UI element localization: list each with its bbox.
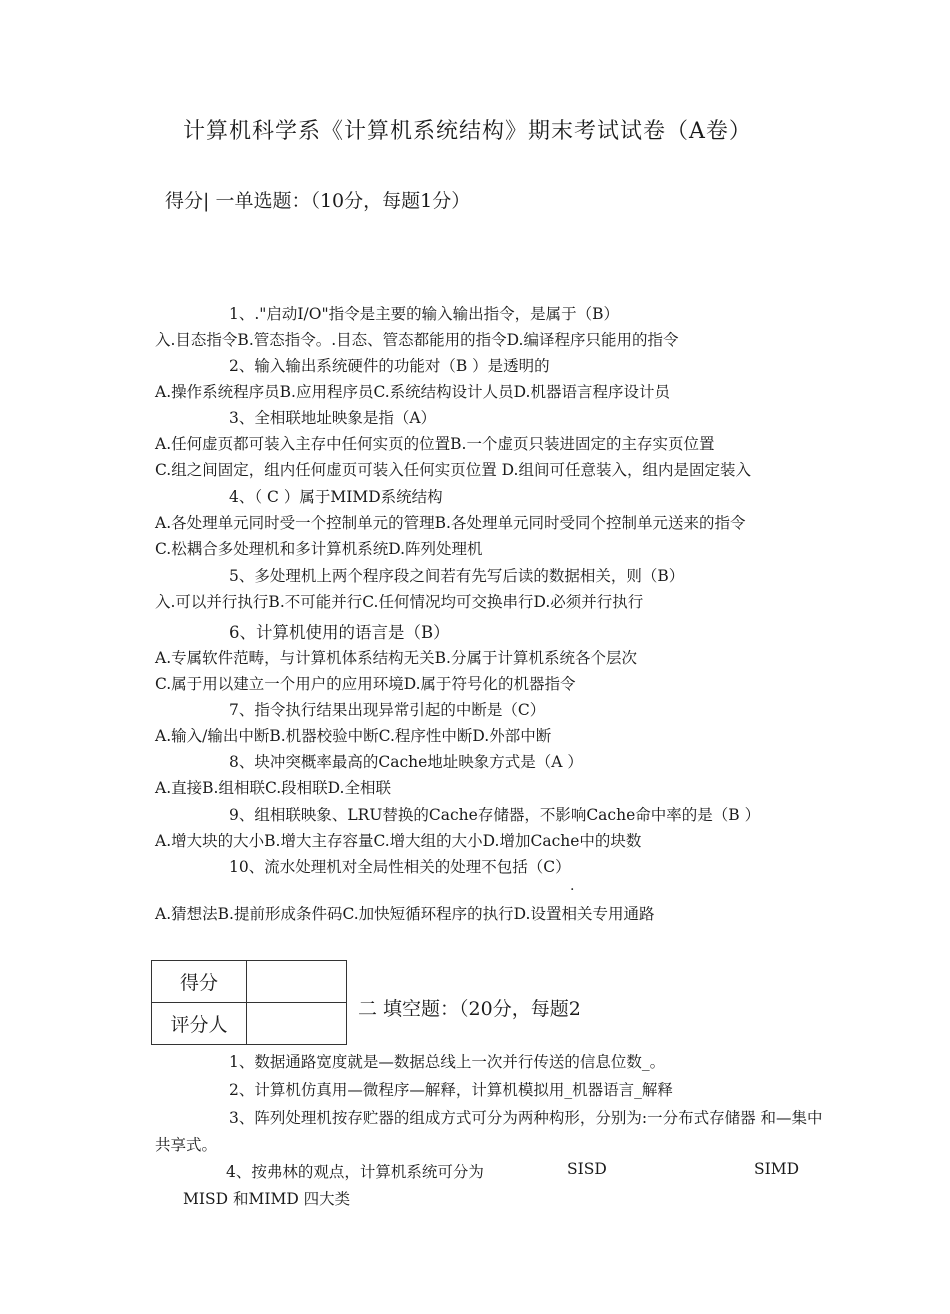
grader-cell[interactable] bbox=[247, 1003, 347, 1045]
fill-item: 共享式。 bbox=[155, 1136, 218, 1154]
question-stem: 6、计算机使用的语言是（B） bbox=[229, 623, 450, 642]
fill-item: 4、按弗林的观点，计算机系统可分为 bbox=[226, 1163, 484, 1181]
fill-item: 1、数据通路宽度就是—数据总线上一次并行传送的信息位数_。 bbox=[229, 1053, 666, 1071]
page-title: 计算机科学系《计算机系统结构》期末考试试卷（A卷） bbox=[183, 119, 752, 144]
question-stem: 9、组相联映象、LRU替换的Cache存储器，不影响Cache命中率的是（B ） bbox=[229, 806, 761, 824]
question-options: A.各处理单元同时受一个控制单元的管理B.各处理单元同时受同个控制单元送来的指令 bbox=[155, 514, 746, 532]
score-label: 得分 bbox=[152, 961, 247, 1003]
section2-heading: 二 填空题：（20分，每题2 bbox=[358, 998, 581, 1020]
question-options: C.组之间固定，组内任何虚页可装入任何实页位置 D.组间可任意装入，组内是固定装入 bbox=[155, 461, 751, 479]
question-options: A.猜想法B.提前形成条件码C.加快短循环程序的执行D.设置相关专用通路 bbox=[155, 905, 655, 923]
score-table bbox=[151, 960, 347, 1045]
question-options: A.专属软件范畴，与计算机体系结构无关B.分属于计算机系统各个层次 bbox=[155, 649, 637, 667]
question-stem: 10、流水处理机对全局性相关的处理不包括（C） bbox=[229, 858, 571, 876]
question-options: A.输入/输出中断B.机器校验中断C.程序性中断D.外部中断 bbox=[155, 727, 552, 745]
question-stem: 3、全相联地址映象是指（A） bbox=[229, 409, 437, 427]
question-stem: 7、指令执行结果出现异常引起的中断是（C） bbox=[229, 701, 546, 719]
stray-mark: . bbox=[570, 878, 575, 894]
question-options: A.增大块的大小B.增大主存容量C.增大组的大小D.增加Cache中的块数 bbox=[155, 832, 642, 850]
fill-item: MISD 和MIMD 四大类 bbox=[183, 1190, 351, 1208]
section1-heading: 得分| 一单选题：（10分，每题1分） bbox=[165, 190, 471, 212]
fill-answer: SISD bbox=[567, 1160, 607, 1178]
question-options: A.任何虚页都可装入主存中任何实页的位置B.一个虚页只装进固定的主存实页位置 bbox=[155, 435, 715, 453]
question-options: 入.目态指令B.管态指令。.目态、管态都能用的指令D.编译程序只能用的指令 bbox=[155, 331, 679, 349]
question-stem: 2、输入输出系统硬件的功能对（B ）是透明的 bbox=[229, 357, 550, 375]
question-stem: 8、块冲突概率最高的Cache地址映象方式是（A ） bbox=[229, 753, 583, 771]
fill-answer: SIMD bbox=[754, 1160, 800, 1178]
question-options: A.操作系统程序员B.应用程序员C.系统结构设计人员D.机器语言程序设计员 bbox=[155, 383, 670, 401]
fill-item: 3、阵列处理机按存贮器的组成方式可分为两种构形，分别为:一分布式存储器 和—集中 bbox=[229, 1109, 823, 1127]
question-stem: 1、."启动I/O"指令是主要的输入输出指令，是属于（B） bbox=[229, 305, 619, 323]
question-stem: 4、（ C ）属于MIMD系统结构 bbox=[229, 488, 443, 506]
question-options: C.松耦合多处理机和多计算机系统D.阵列处理机 bbox=[155, 540, 483, 558]
fill-item: 2、计算机仿真用—微程序—解释，计算机模拟用_机器语言_解释 bbox=[229, 1081, 673, 1099]
question-options: 入.可以并行执行B.不可能并行C.任何情况均可交换串行D.必须并行执行 bbox=[155, 593, 644, 611]
question-options: A.直接B.组相联C.段相联D.全相联 bbox=[155, 779, 391, 797]
question-stem: 5、多处理机上两个程序段之间若有先写后读的数据相关，则（B） bbox=[229, 567, 685, 585]
question-options: C.属于用以建立一个用户的应用环境D.属于符号化的机器指令 bbox=[155, 675, 576, 693]
grader-label: 评分人 bbox=[152, 1003, 247, 1045]
score-cell[interactable] bbox=[247, 961, 347, 1003]
